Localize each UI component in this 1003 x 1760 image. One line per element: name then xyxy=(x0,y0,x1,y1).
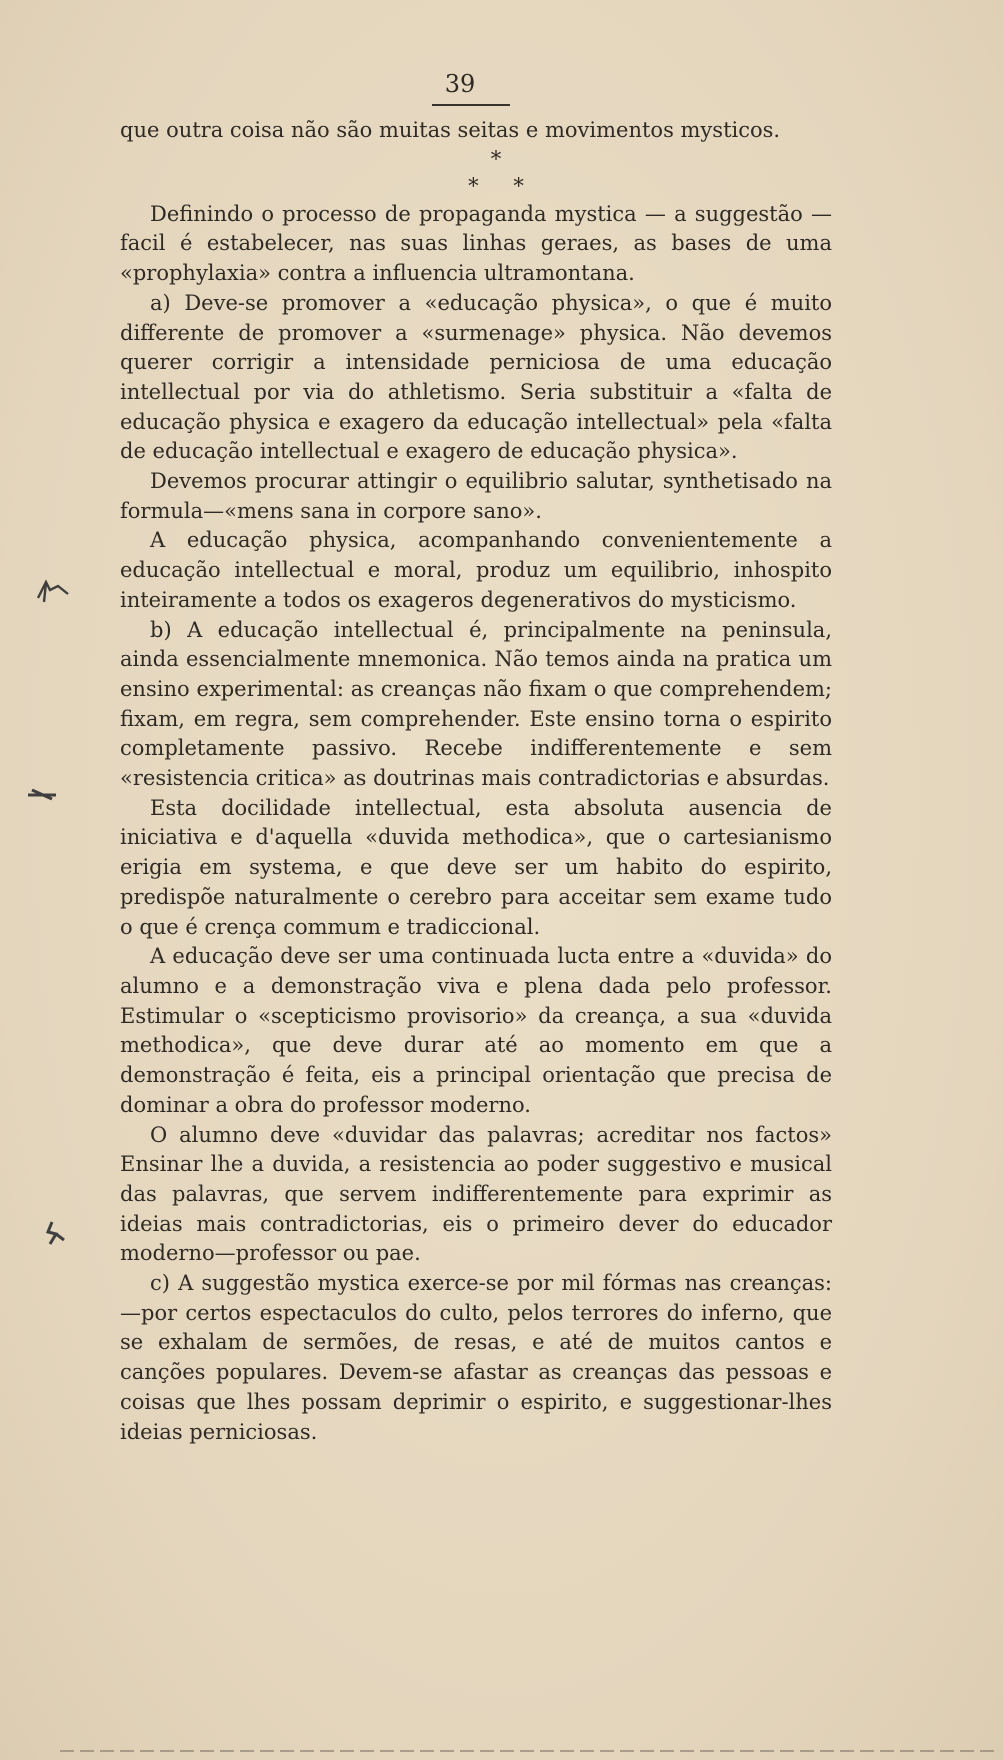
opening-line: que outra coisa não são muitas seitas e movimentos mysticos. xyxy=(120,118,781,142)
paragraph-duvida: A educação deve ser uma continuada lucta entre a «duvida» do alumno e a demonstração viva e plena dada pelo professor. Estimular o «scepticismo provisorio» da creança, a sua «duvida methodica», que deve durar até ao momento em que a demonstração é feita, eis a principal orientação que precisa de dominar a obra do professor moderno. xyxy=(120,944,832,1117)
paragraph-educacao-physica: a) Deve-se promover a «educação physica», o que é muito differente de promover a «surmenage» physica. Não devemos querer corrigir a intensidade perniciosa de uma educação intellectual por via do athletismo. Seria substituir a «falta de educação physica e exagero da educação intellectual» pela «falta de educação intellectual e exagero de educação physica». xyxy=(120,290,832,464)
paragraph-alumno: O alumno deve «duvidar das palavras; acreditar nos factos» Ensinar lhe a duvida, a resistencia ao poder suggestivo e musical das palavras, que servem indifferentemente para exprimir as ideias mais contradictorias, eis o primeiro dever do educador moderno—professor ou pae. xyxy=(120,1122,832,1266)
paragraph-suggestao-mystica: c) A suggestão mystica exerce-se por mil fórmas nas creanças:—por certos espectaculos do culto, pelos terrores do inferno, que se exhalam de sermões, de resas, e até de muitos cantos e canções populares. Devem-se afastar as creanças das pessoas e coisas que lhes possam deprimir o espirito, e suggestionar-lhes ideias perniciosas. xyxy=(120,1271,832,1444)
page-number: 39 xyxy=(444,70,476,98)
pencil-mark-bottom xyxy=(38,1218,68,1248)
paragraph-docilidade: Esta docilidade intellectual, esta absoluta ausencia de iniciativa e d'aquella «duvida methodica», que o cartesianismo erigia em systema, e que deve ser um habito do espirito, predispõe naturalmente o cerebro para acceitar sem exame tudo o que é crença commum e tradiccional. xyxy=(120,795,832,939)
pencil-mark-middle xyxy=(26,786,58,804)
page-number-rule xyxy=(432,104,510,106)
paragraph-educacao-moral: A educação physica, acompanhando convenientemente a educação intellectual e moral, produz um equilibrio, inhospito inteiramente a todos os exageros degenerativos do mysticismo. xyxy=(120,528,832,612)
page-bottom-edge xyxy=(60,1750,1000,1752)
body-text xyxy=(120,116,832,1447)
paragraph-propaganda: Definindo o processo de propaganda mystica — a suggestão — facil é estabelecer, nas suas linhas geraes, as bases de uma «prophylaxia» contra a influencia ultramontana. xyxy=(120,201,832,286)
pencil-mark-top xyxy=(34,576,74,606)
paragraph-educacao-intellectual: b) A educação intellectual é, principalmente na peninsula, ainda essencialmente mnemonica. Não temos ainda na pratica um ensino experimental: as creanças não fixam o que comprehendem; fixam, em regra, sem comprehender. Este ensino torna o espirito completamente passivo. Recebe indifferentemente e sem «resistencia critica» as doutrinas mais contradictorias e absurdas. xyxy=(120,617,832,791)
paragraph-equilibrio: Devemos procurar attingir o equilibrio salutar, synthetisado na formula—«mens sana in corpore sano». xyxy=(120,469,832,523)
asterism-top: * xyxy=(490,146,502,171)
asterism-bottom: * * xyxy=(468,173,524,198)
